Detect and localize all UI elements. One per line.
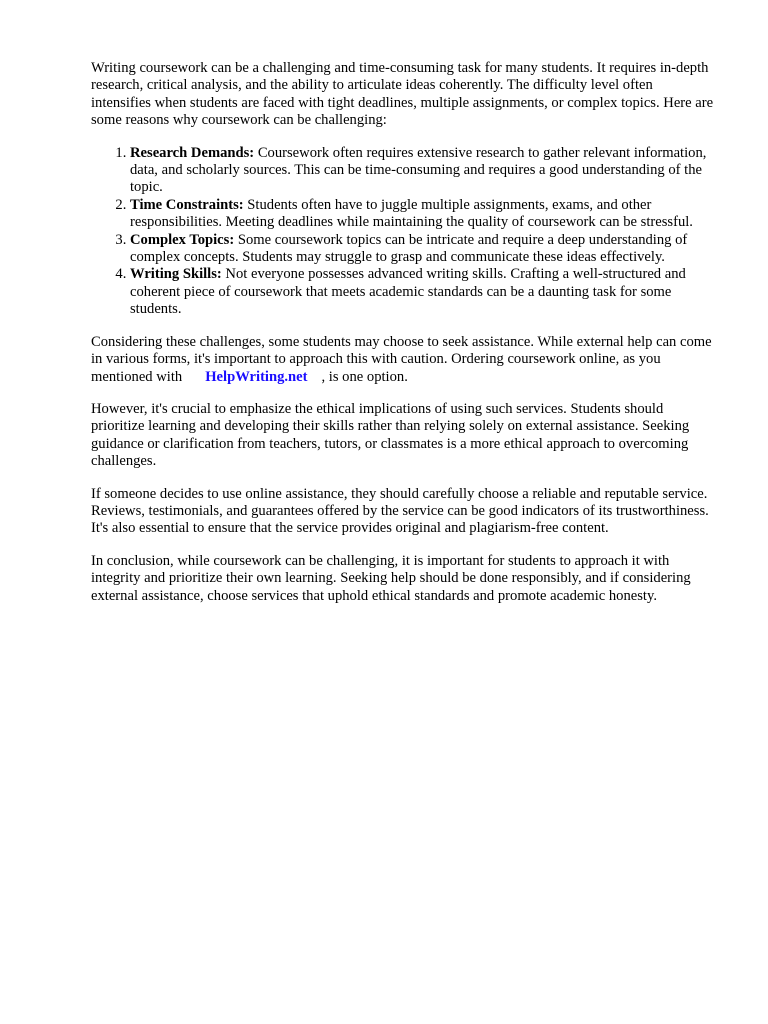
list-item xyxy=(130,145,714,197)
helpwriting-link[interactable]: HelpWriting.net xyxy=(205,368,308,385)
reason-text: Some coursework topics can be intricate and require a deep understanding of complex concepts. Students may struggle to grasp and communicate these ideas effectively. xyxy=(130,231,688,266)
conclusion-paragraph: In conclusion, while coursework can be challenging, it is important for students to approach it with integrity and prioritize their own learning. Seeking help should be done responsibly, and if considering external assistance, choose services that uphold ethical standards and promote academic honesty. xyxy=(91,552,691,604)
online-assistance-paragraph: If someone decides to use online assistance, they should carefully choose a reliable and reputable service. Reviews, testimonials, and guarantees offered by the service can be good indicators of its trustworthiness. It's also essential to ensure that the service provides original and plagiarism-free content. xyxy=(91,485,709,537)
considering-text-end: , is one option. xyxy=(321,368,408,385)
ethics-paragraph: However, it's crucial to emphasize the ethical implications of using such services. Students should prioritize learning and developing their skills rather than relying solely on external assistance. Seeking guidance or clarification from teachers, tutors, or classmates is a more ethical approach to overcoming challenges. xyxy=(91,400,690,470)
reason-text: Students often have to juggle multiple assignments, exams, and other responsibilities. Meeting deadlines while maintaining the quality of coursework can be stressful. xyxy=(130,196,693,231)
list-item xyxy=(130,197,714,232)
list-item xyxy=(130,266,714,318)
reasons-list xyxy=(91,145,714,319)
considering-text: Considering these challenges, some students may choose to seek assistance. While external help can come in various forms, it's important to approach this with caution. Ordering coursework online, as you mentioned with xyxy=(91,333,712,385)
reason-text: Not everyone possesses advanced writing skills. Crafting a well-structured and coherent piece of coursework that meets academic standards can be a daunting task for some students. xyxy=(130,266,686,318)
intro-paragraph: Writing coursework can be a challenging and time-consuming task for many students. It requires in-depth research, critical analysis, and the ability to articulate ideas coherently. The difficulty level often intensifies when students are faced with tight deadlines, multiple assignments, or complex topics. Here are some reasons why coursework can be challenging: xyxy=(91,60,714,129)
reason-term: Research Demands: xyxy=(130,144,255,161)
reason-term: Complex Topics: xyxy=(130,231,235,248)
list-item xyxy=(130,232,714,267)
reason-text: Coursework often requires extensive research to gather relevant information, data, and scholarly sources. This can be time-consuming and requires a good understanding of the topic. xyxy=(130,144,707,196)
considering-paragraph xyxy=(91,334,714,386)
reason-term: Writing Skills: xyxy=(130,266,222,283)
reason-term: Time Constraints: xyxy=(130,196,244,213)
